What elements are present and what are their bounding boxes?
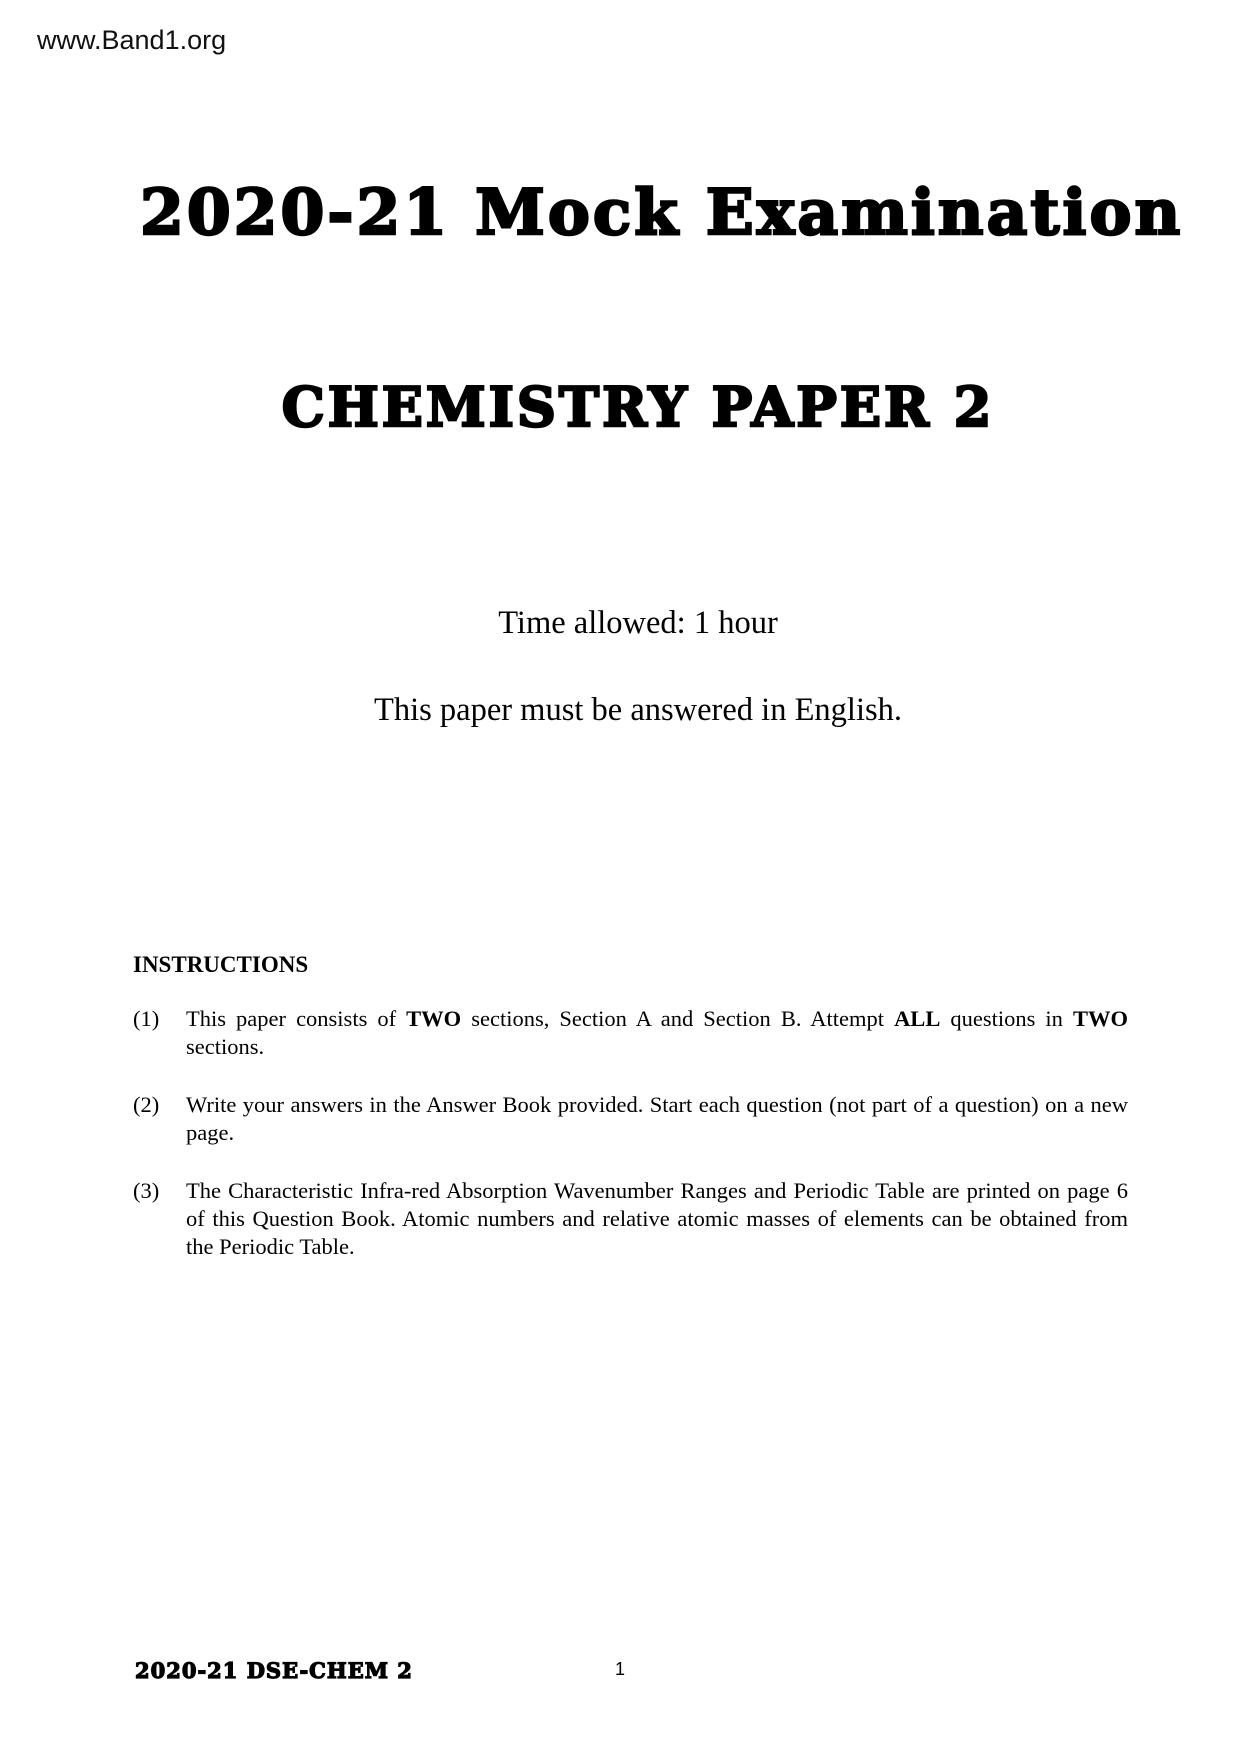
instructions-heading: INSTRUCTIONS [133, 952, 309, 977]
instruction-number: (2) [133, 1092, 160, 1117]
instructions-section [133, 951, 1128, 1291]
instruction-item-1 [133, 1005, 1128, 1061]
time-allowed-line: Time allowed: 1 hour [498, 605, 778, 641]
instruction-text: This paper consists of TWO sections, Section A and Section B. Attempt ALL questions in TWO sections. [186, 1006, 1128, 1059]
instruction-number: (1) [133, 1006, 160, 1031]
exam-title: 2020-21 Mock Examination [140, 175, 1184, 249]
page-footer [0, 1659, 1240, 1685]
instruction-text: The Characteristic Infra-red Absorption Wavenumber Ranges and Periodic Table are printed on page 6 of this Question Book. Atomic numbers and relative atomic masses of elements can be obtained from the Periodic Table. [186, 1178, 1128, 1259]
page-number: 1 [614, 1659, 625, 1679]
doc-code: 2020-21 DSE-CHEM 2 [135, 1658, 413, 1683]
instruction-number: (3) [133, 1178, 160, 1203]
site-watermark: www.Band1.org [37, 25, 227, 55]
language-note: This paper must be answered in English. [373, 692, 902, 728]
subject-title: CHEMISTRY PAPER 2 [281, 375, 995, 439]
instruction-item-3 [133, 1177, 1128, 1261]
instruction-text: Write your answers in the Answer Book provided. Start each question (not part of a question) on a new page. [186, 1092, 1128, 1145]
instruction-item-2 [133, 1091, 1128, 1147]
